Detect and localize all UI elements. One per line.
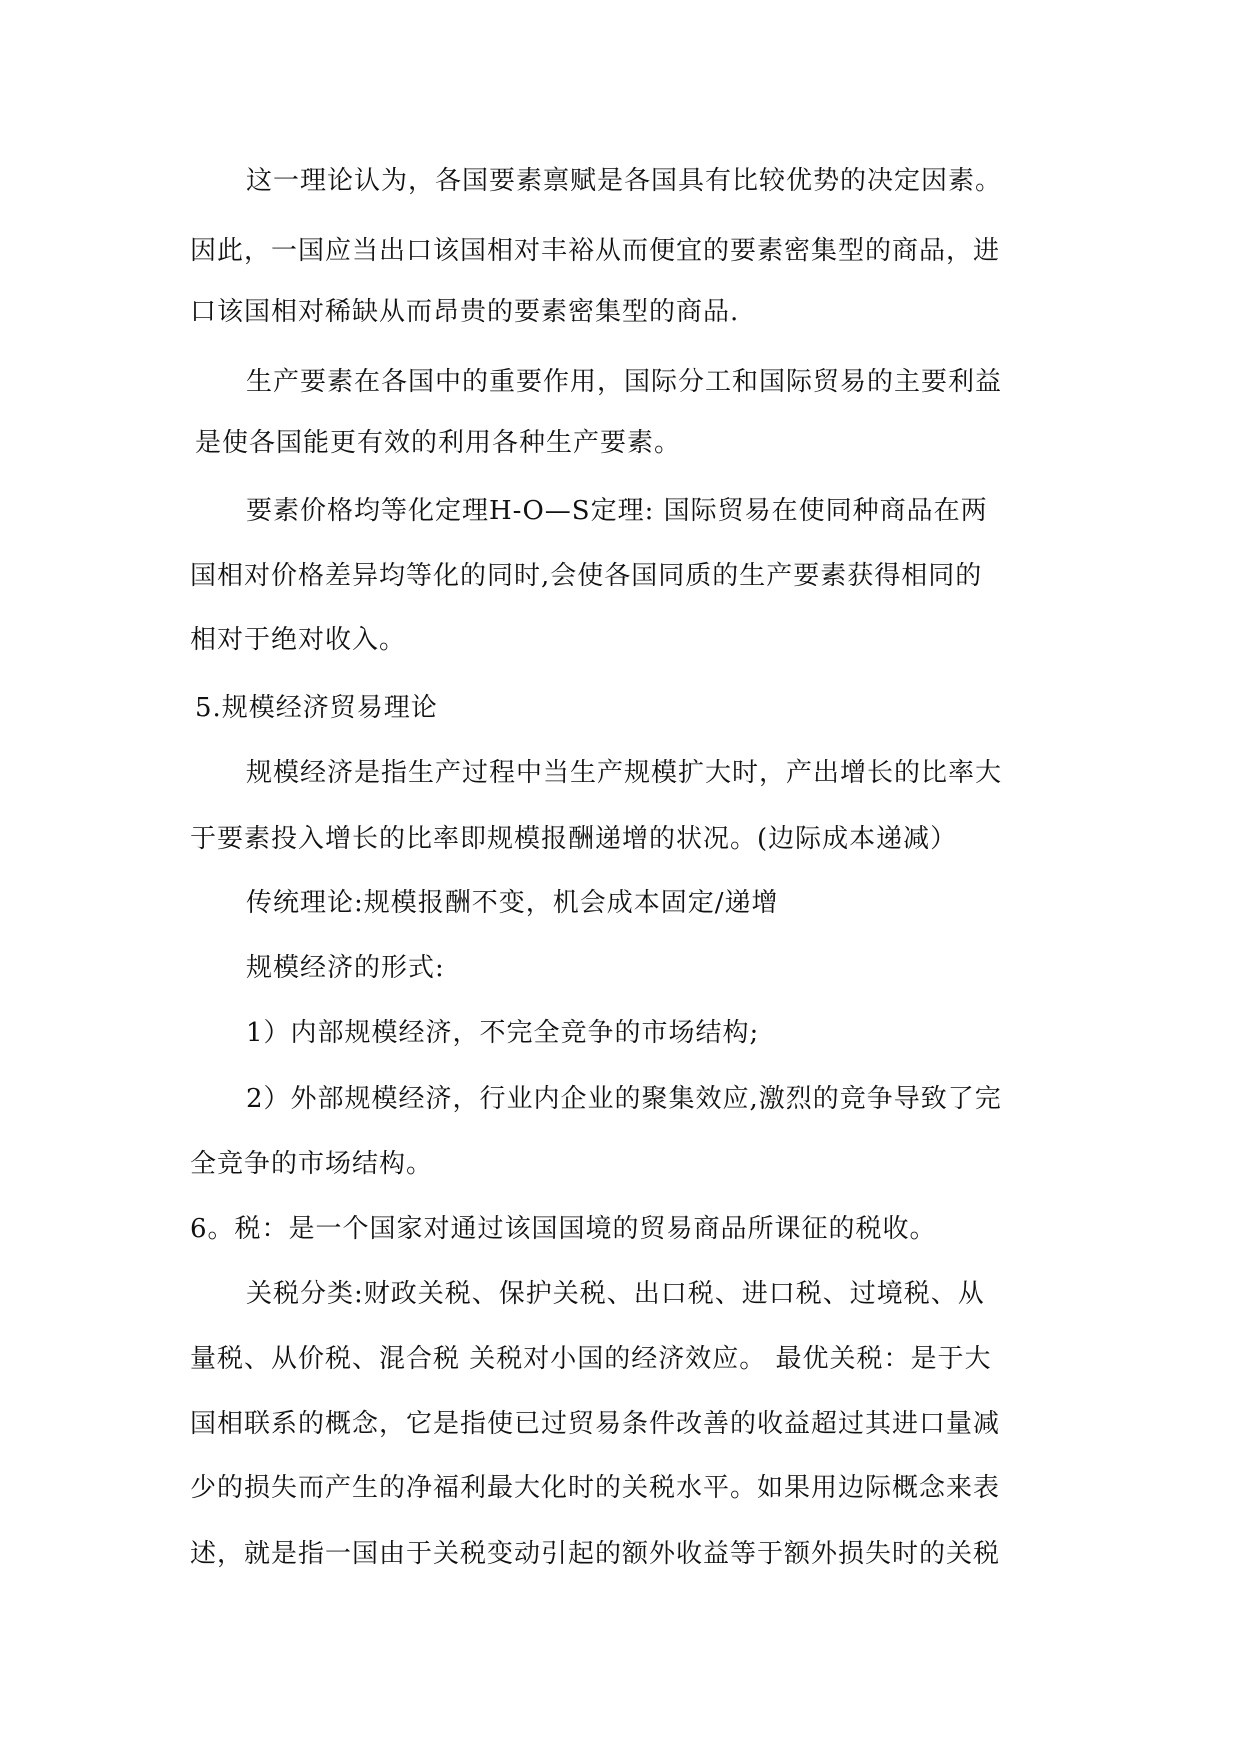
paragraph-line: 量税、从价税、混合税 关税对小国的经济效应。 最优关税：是于大	[190, 1344, 992, 1374]
paragraph-line: 国相联系的概念，它是指使已过贸易条件改善的收益超过其进口量减	[190, 1409, 1001, 1439]
paragraph-line: 相对于绝对收入。	[190, 625, 407, 655]
paragraph-line: 国相对价格差异均等化的同时,会使各国同质的生产要素获得相同的	[190, 561, 983, 591]
paragraph-line: 传统理论:规模报酬不变，机会成本固定/递增	[246, 888, 779, 918]
section-heading: 5.规模经济贸易理论	[195, 693, 438, 723]
paragraph-line: 生产要素在各国中的重要作用，国际分工和国际贸易的主要利益	[246, 367, 1003, 397]
paragraph-line: 关税分类:财政关税、保护关税、出口税、进口税、过境税、从	[246, 1279, 985, 1309]
paragraph-line: 因此，一国应当出口该国相对丰裕从而便宜的要素密集型的商品，进	[190, 236, 1001, 266]
paragraph-line: 1）内部规模经济，不完全竞争的市场结构;	[246, 1018, 760, 1048]
paragraph-line: 2）外部规模经济，行业内企业的聚集效应,激烈的竞争导致了完	[246, 1084, 1002, 1114]
paragraph-line: 是使各国能更有效的利用各种生产要素。	[195, 428, 682, 458]
paragraph-line: 少的损失而产生的净福利最大化时的关税水平。如果用边际概念来表	[190, 1473, 1001, 1503]
paragraph-line: 全竞争的市场结构。	[190, 1149, 434, 1179]
paragraph-line: 于要素投入增长的比率即规模报酬递增的状况。(边际成本递减）	[190, 824, 958, 854]
paragraph-line: 要素价格均等化定理H-O—S定理: 国际贸易在使同种商品在两	[246, 496, 988, 526]
paragraph-line: 规模经济的形式:	[246, 953, 445, 983]
paragraph-line: 口该国相对稀缺从而昂贵的要素密集型的商品.	[190, 297, 740, 327]
paragraph-line: 规模经济是指生产过程中当生产规模扩大时，产出增长的比率大	[246, 758, 1003, 788]
paragraph-line: 这一理论认为，各国要素禀赋是各国具有比较优势的决定因素。	[246, 166, 1003, 196]
section-heading: 6。税：是一个国家对通过该国国境的贸易商品所课征的税收。	[190, 1214, 937, 1244]
paragraph-line: 述，就是指一国由于关税变动引起的额外收益等于额外损失时的关税	[190, 1539, 1001, 1569]
